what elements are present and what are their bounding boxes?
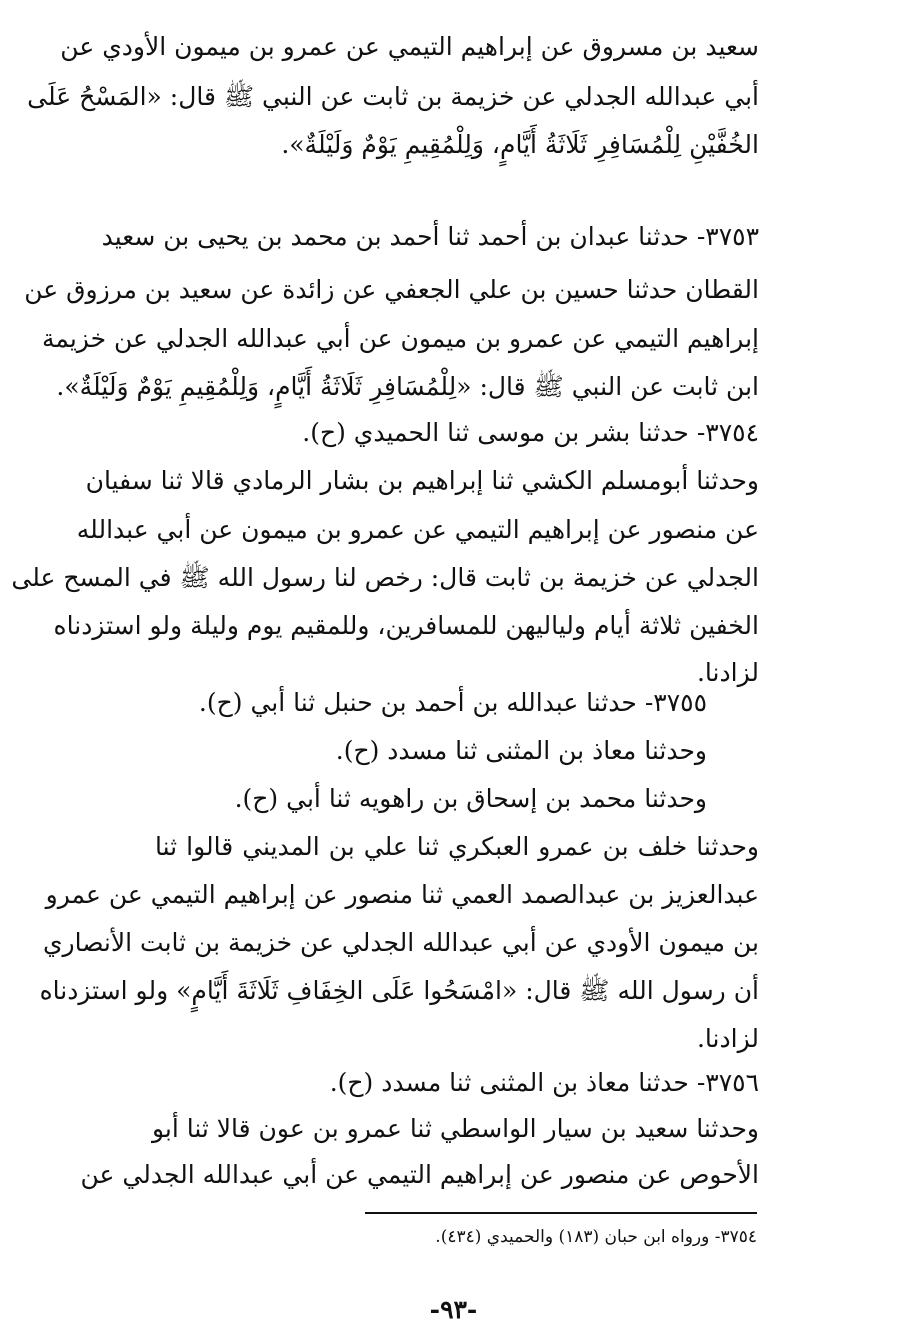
text-line: الجدلي عن خزيمة بن ثابت قال: رخص لنا رسول الله ﷺ في المسح على bbox=[11, 563, 759, 592]
text-line: لزادنا. bbox=[696, 1024, 759, 1053]
text-line: وحدثنا معاذ بن المثنى ثنا مسدد (ح). bbox=[335, 736, 707, 765]
text-line: أن رسول الله ﷺ قال: «امْسَحُوا عَلَى الخِفَافِ ثَلَاثَةَ أَيَّامٍ» ولو استزدناه bbox=[39, 976, 759, 1005]
text-line: الخُفَّيْنِ لِلْمُسَافِرِ ثَلَاثَةُ أَيَّامٍ، وَلِلْمُقِيمِ يَوْمٌ وَلَيْلَةٌ». bbox=[281, 130, 759, 159]
page-number: -٩٣- bbox=[429, 1295, 478, 1324]
text-line: وحدثنا أبومسلم الكشي ثنا إبراهيم بن بشار الرمادي قالا ثنا سفيان bbox=[85, 466, 759, 495]
text-line: القطان حدثنا حسين بن علي الجعفي عن زائدة عن سعيد بن مرزوق عن bbox=[24, 275, 759, 304]
text-line: الخفين ثلاثة أيام ولياليهن للمسافرين، وللمقيم يوم وليلة ولو استزدناه bbox=[53, 611, 759, 640]
text-line: وحدثنا خلف بن عمرو العبكري ثنا علي بن المديني قالوا ثنا bbox=[155, 832, 759, 861]
text-line: أبي عبدالله الجدلي عن خزيمة بن ثابت عن النبي ﷺ قال: «المَسْحُ عَلَى bbox=[27, 82, 759, 111]
text-line: عبدالعزيز بن عبدالصمد العمي ثنا منصور عن إبراهيم التيمي عن عمرو bbox=[45, 880, 759, 909]
text-line: بن ميمون الأودي عن أبي عبدالله الجدلي عن خزيمة بن ثابت الأنصاري bbox=[42, 928, 759, 957]
hadith-3754-heading: ٣٧٥٤- حدثنا بشر بن موسى ثنا الحميدي (ح). bbox=[302, 418, 759, 447]
footnote-divider bbox=[365, 1212, 757, 1214]
footnote: ٣٧٥٤- ورواه ابن حبان (١٨٣) والحميدي (٤٣٤). bbox=[435, 1227, 757, 1247]
text-line: إبراهيم التيمي عن عمرو بن ميمون عن أبي عبدالله الجدلي عن خزيمة bbox=[41, 324, 759, 353]
text-line: لزادنا. bbox=[696, 658, 759, 687]
text-line: ابن ثابت عن النبي ﷺ قال: «لِلْمُسَافِرِ ثَلَاثَةُ أَيَّامٍ، وَلِلْمُقِيمِ يَوْمٌ وَلَيْلَةٌ». bbox=[56, 372, 759, 401]
hadith-3756-heading: ٣٧٥٦- حدثنا معاذ بن المثنى ثنا مسدد (ح). bbox=[329, 1068, 759, 1097]
text-line: وحدثنا محمد بن إسحاق بن راهويه ثنا أبي (ح). bbox=[234, 784, 707, 813]
text-line: الأحوص عن منصور عن إبراهيم التيمي عن أبي عبدالله الجدلي عن bbox=[80, 1160, 759, 1189]
hadith-3753-heading: ٣٧٥٣- حدثنا عبدان بن أحمد ثنا أحمد بن محمد بن يحيى بن سعيد bbox=[101, 222, 759, 251]
text-line: سعيد بن مسروق عن إبراهيم التيمي عن عمرو بن ميمون الأودي عن bbox=[60, 32, 759, 61]
hadith-3755-heading: ٣٧٥٥- حدثنا عبدالله بن أحمد بن حنبل ثنا أبي (ح). bbox=[198, 688, 707, 717]
text-line: عن منصور عن إبراهيم التيمي عن عمرو بن ميمون عن أبي عبدالله bbox=[76, 515, 759, 544]
text-line: وحدثنا سعيد بن سيار الواسطي ثنا عمرو بن عون قالا ثنا أبو bbox=[151, 1114, 759, 1143]
